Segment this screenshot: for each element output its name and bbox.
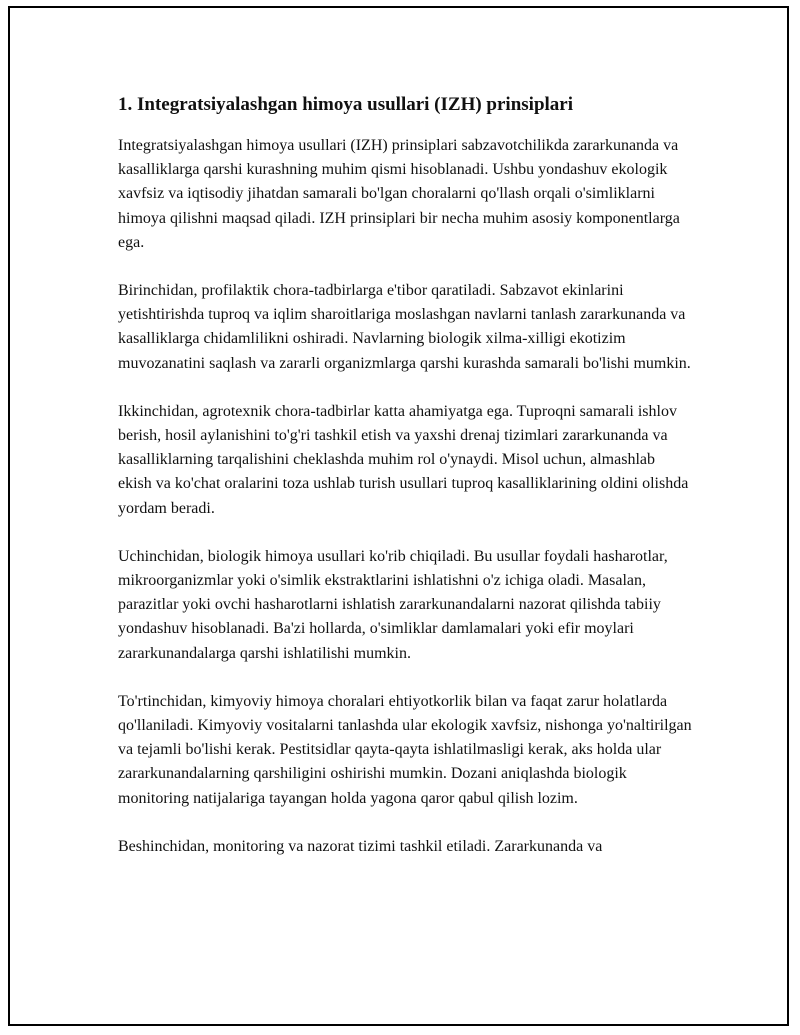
paragraph-intro: Integratsiyalashgan himoya usullari (IZH) prinsiplari sabzavotchilikda zararkunanda va kasalliklarga qarshi kurashning muhim qismi hisoblanadi. Ushbu yondashuv ekologik xavfsiz va iqtisodiy jihatdan samarali bo'lgan choralarni qo'llash orqali o'simliklarni himoya qilishni maqsad qiladi. IZH prinsiplari bir necha muhim asosiy komponentlarga ega. [118,137,680,251]
paragraph-first: Birinchidan, profilaktik chora-tadbirlarga e'tibor qaratiladi. Sabzavot ekinlarini yetishtirishda tuproq va iqlim sharoitlariga moslashgan navlarni tanlash zararkunanda va kasalliklarga chidamlilikni oshiradi. Navlarning biologik xilma-xilligi ekotizim muvozanatini saqlash va zararli organizmlarga qarshi kurashda samarali bo'lishi mumkin. [118,282,691,372]
document-body [118,90,692,883]
paragraph-third: Uchinchidan, biologik himoya usullari ko'rib chiqiladi. Bu usullar foydali hasharotlar, mikroorganizmlar yoki o'simlik ekstraktlarini ishlatishni o'z ichiga oladi. Masalan, parazitlar yoki ovchi hasharotlarni ishlatish zararkunandalarni nazorat qilishda tabiiy yondashuv hisoblanadi. Ba'zi hollarda, o'simliklar damlamalari yoki efir moylari zararkunandalarga qarshi ishlatilishi mumkin. [118,547,668,662]
paragraph-fourth: To'rtinchidan, kimyoviy himoya choralari ehtiyotkorlik bilan va faqat zarur holatlarda qo'llaniladi. Kimyoviy vositalarni tanlashda ular ekologik xavfsiz, nishonga yo'naltirilgan va tejamli bo'lishi kerak. Pestitsidlar qayta-qayta ishlatilmasligi kerak, aks holda ular zararkunandalarning qarshiligini oshirishi mumkin. Dozani aniqlashda biologik monitoring natijalariga tayangan holda yagona qaror qabul qilish lozim. [118,692,692,807]
paragraph-fifth: Beshinchidan, monitoring va nazorat tizimi tashkil etiladi. Zararkunanda va [118,837,603,855]
paragraph-second: Ikkinchidan, agrotexnik chora-tadbirlar katta ahamiyatga ega. Tuproqni samarali ishlov berish, hosil aylanishini to'g'ri tashkil etish va yaxshi drenaj tizimlari zararkunanda va kasalliklarning tarqalishini cheklashda muhim rol o'ynaydi. Misol uchun, almashlab ekish va ko'chat oralarini toza ushlab turish usullari tuproq kasalliklarining oldini olishda yordam beradi. [118,402,689,517]
section-heading: 1. Integratsiyalashgan himoya usullari (IZH) prinsiplari [118,94,574,115]
